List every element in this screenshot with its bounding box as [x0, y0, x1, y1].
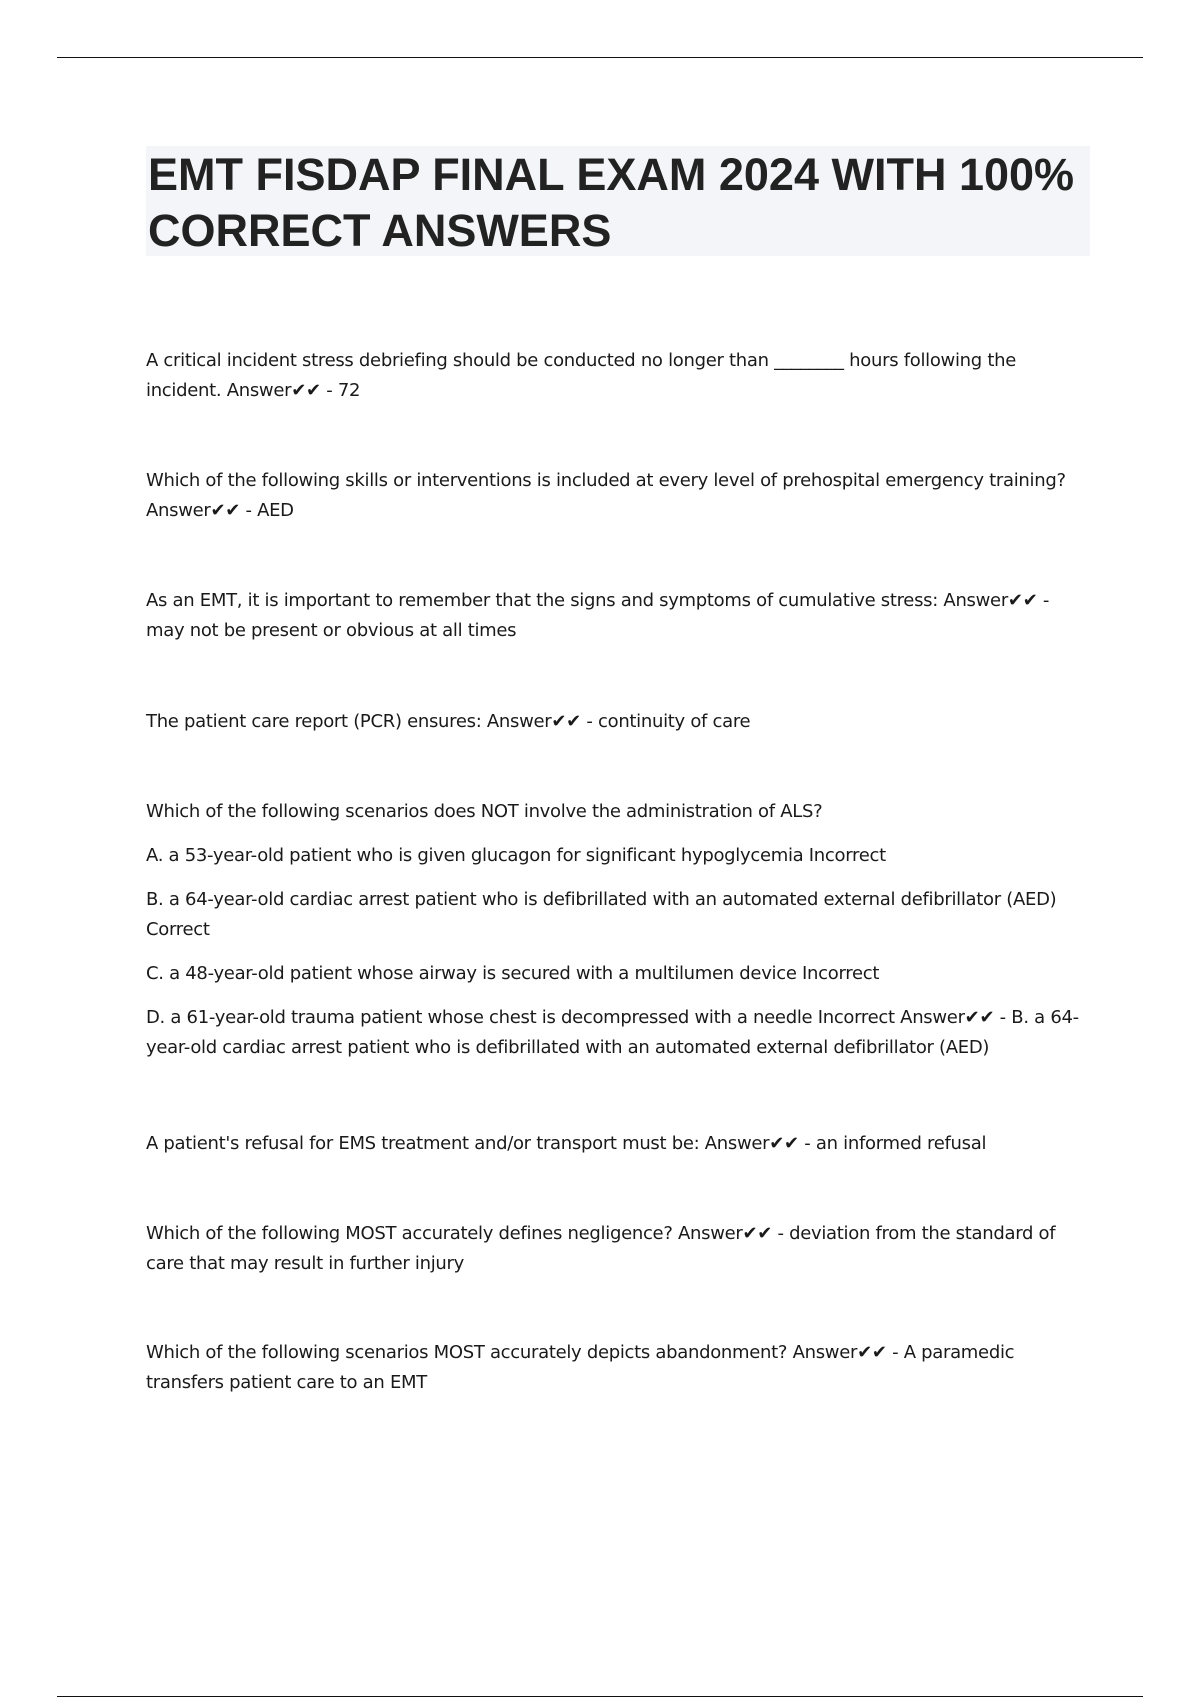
- question-text: Which of the following scenarios MOST accurately depicts abandonment? Answer✔✔ - A paramedic transfers patient care to an EMT: [146, 1342, 1015, 1393]
- answer-option-c: C. a 48-year-old patient whose airway is secured with a multilumen device Incorrect: [146, 963, 880, 984]
- question-7: [146, 1219, 1086, 1279]
- bottom-divider: [57, 1696, 1143, 1697]
- question-text: A patient's refusal for EMS treatment and/or transport must be: Answer✔✔ - an informed refusal: [146, 1133, 987, 1154]
- question-2: [146, 466, 1086, 526]
- top-divider: [57, 57, 1143, 58]
- question-3: [146, 586, 1086, 646]
- question-5: [146, 797, 1086, 1063]
- question-text: As an EMT, it is important to remember that the signs and symptoms of cumulative stress: Answer✔✔ - may not be present or obvious at all times: [146, 590, 1050, 641]
- question-text: The patient care report (PCR) ensures: Answer✔✔ - continuity of care: [146, 711, 751, 732]
- answer-option-a: A. a 53-year-old patient who is given glucagon for significant hypoglycemia Incorrect: [146, 845, 886, 866]
- question-text: Which of the following MOST accurately defines negligence? Answer✔✔ - deviation from the standard of care that may result in further injury: [146, 1223, 1056, 1274]
- document-title: EMT FISDAP FINAL EXAM 2024 WITH 100% CORRECT ANSWERS: [148, 149, 1075, 256]
- answer-option-d: D. a 61-year-old trauma patient whose chest is decompressed with a needle Incorrect Answer✔✔ - B. a 64-year-old cardiac arrest patient who is defibrillated with an automated external defibrillator (AED): [146, 1007, 1079, 1058]
- question-6: [146, 1129, 1086, 1159]
- question-8: [146, 1338, 1086, 1398]
- question-4: [146, 707, 1086, 737]
- question-text: Which of the following skills or interventions is included at every level of prehospital emergency training? Answer✔✔ - AED: [146, 470, 1066, 521]
- question-text: A critical incident stress debriefing should be conducted no longer than ________ hours following the incident. Answer✔✔ - 72: [146, 350, 1016, 401]
- question-text: Which of the following scenarios does NOT involve the administration of ALS?: [146, 801, 823, 822]
- title-block: [146, 146, 1090, 256]
- answer-option-b: B. a 64-year-old cardiac arrest patient who is defibrillated with an automated external defibrillator (AED) Correct: [146, 889, 1057, 940]
- question-1: [146, 346, 1086, 406]
